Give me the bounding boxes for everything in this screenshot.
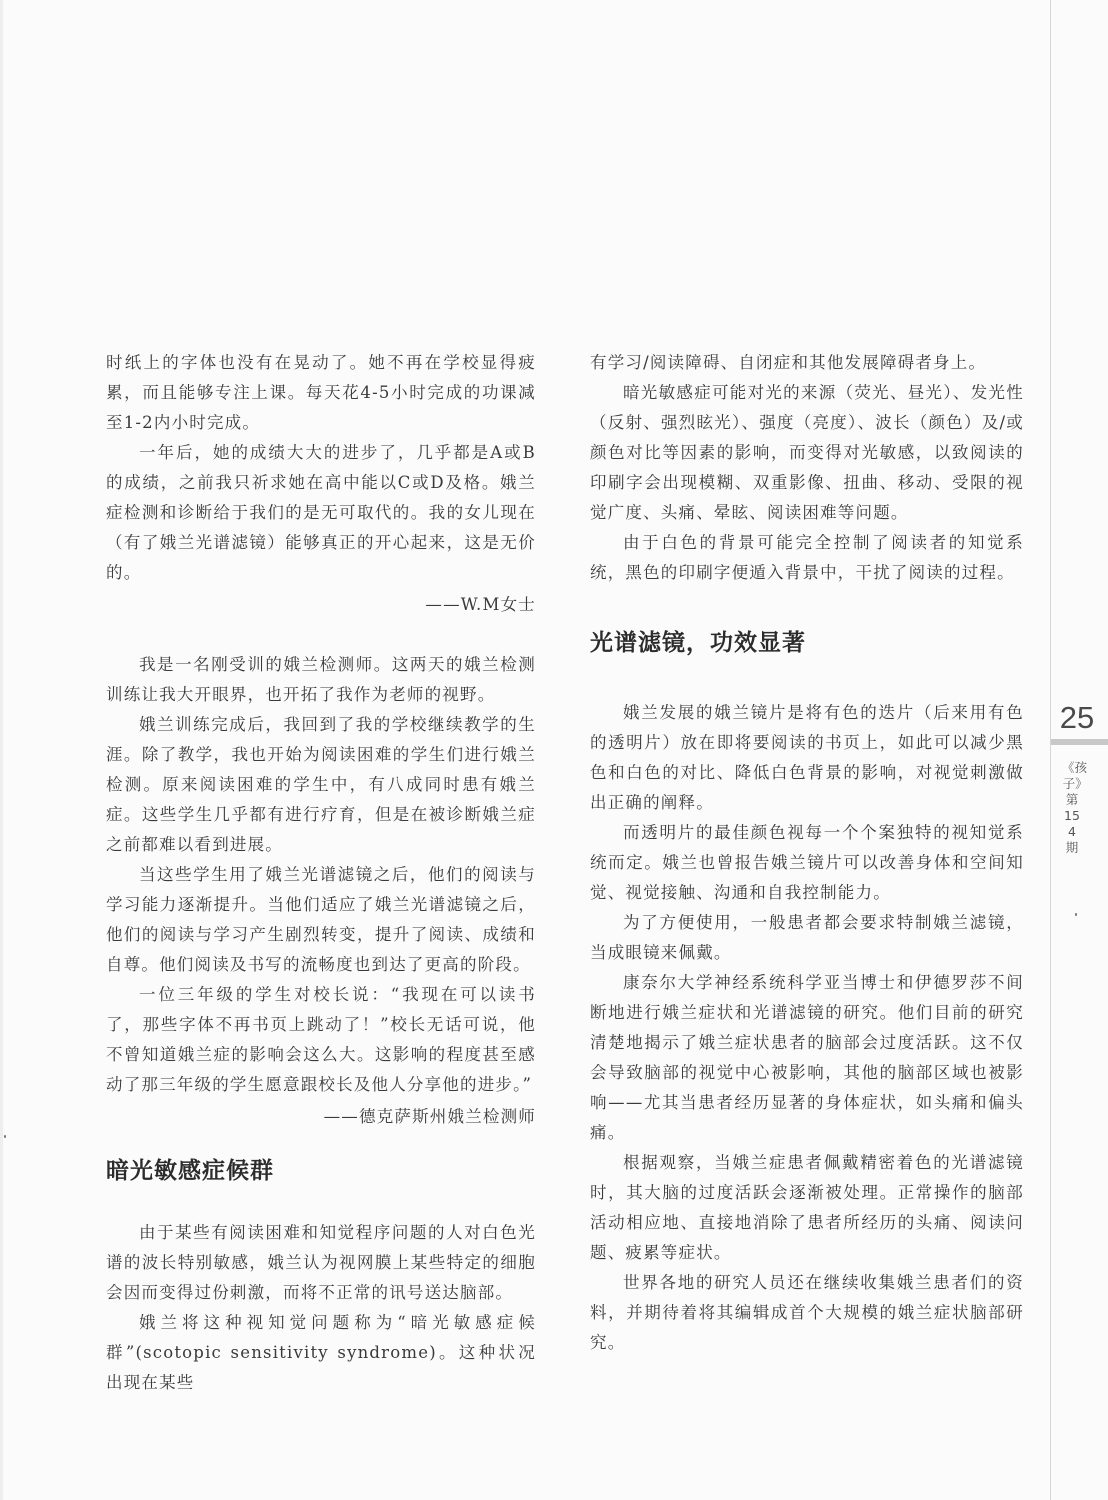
paragraph: 暗光敏感症可能对光的来源（荧光、昼光）、发光性（反射、强烈眩光）、强度（亮度）、波长（颜色）及/或颜色对比等因素的影响，而变得对光敏感，以致阅读的印刷字会出现模糊、双重影像、扭曲、移动、受限的视觉广度、头痛、晕眩、阅读困难等问题。 <box>590 383 1024 522</box>
paragraph: 有学习/阅读障碍、自闭症和其他发展障碍者身上。 <box>590 353 987 372</box>
scan-speck <box>1075 913 1077 916</box>
paragraph: 一位三年级的学生对校长说：“我现在可以读书了，那些字体不再书页上跳动了！”校长无话可说，他不曾知道娥兰症的影响会这么大。这影响的程度甚至感动了那三年级的学生愿意跟校长及他人分享他的进步。” <box>106 985 536 1094</box>
margin-divider <box>1050 0 1051 1500</box>
scan-speck <box>4 1135 6 1138</box>
issue-label: 《孩子》第154期 <box>1062 760 1088 855</box>
spacer <box>106 620 536 650</box>
page-edge <box>0 0 3 1500</box>
signature: ——德克萨斯州娥兰检测师 <box>323 1107 536 1126</box>
signature: ——W.M女士 <box>425 595 536 614</box>
paragraph: 而透明片的最佳颜色视每一个个案独特的视知觉系统而定。娥兰也曾报告娥兰镜片可以改善身体和空间知觉、视觉接触、沟通和自我控制能力。 <box>590 823 1024 902</box>
paragraph: 一年后，她的成绩大大的进步了，几乎都是A或B的成绩，之前我只祈求她在高中能以C或D及格。娥兰症检测和诊断给于我们的是无可取代的。我的女儿现在（有了娥兰光谱滤镜）能够真正的开心起来，这是无价的。 <box>106 443 536 582</box>
paragraph: 我是一名刚受训的娥兰检测师。这两天的娥兰检测训练让我大开眼界，也开拓了我作为老师的视野。 <box>106 655 536 704</box>
page-number: 25 <box>1059 700 1095 735</box>
paragraph: 娥兰将这种视知觉问题称为“暗光敏感症候群”(scotopic sensitivity syndrome)。这种状况出现在某些 <box>106 1313 536 1392</box>
paragraph: 由于白色的背景可能完全控制了阅读者的知觉系统，黑色的印刷字便遁入背景中，干扰了阅读的过程。 <box>590 533 1024 582</box>
paragraph: 根据观察，当娥兰症患者佩戴精密着色的光谱滤镜时，其大脑的过度活跃会逐渐被处理。正常操作的脑部活动相应地、直接地消除了患者所经历的头痛、阅读问题、疲累等症状。 <box>590 1153 1024 1262</box>
section-heading: 光谱滤镜，功效显著 <box>590 630 806 656</box>
paragraph: 为了方便使用，一般患者都会要求特制娥兰滤镜，当成眼镜来佩戴。 <box>590 913 1024 962</box>
paragraph: 娥兰发展的娥兰镜片是将有色的迭片（后来用有色的透明片）放在即将要阅读的书页上，如此可以减少黑色和白色的对比、降低白色背景的影响，对视觉刺激做出正确的阐释。 <box>590 703 1024 812</box>
paragraph: 由于某些有阅读困难和知觉程序问题的人对白色光谱的波长特别敏感，娥兰认为视网膜上某些特定的细胞会因而变得过份刺激，而将不正常的讯号送达脑部。 <box>106 1223 536 1302</box>
left-column <box>106 348 536 1398</box>
page-number-tab <box>1051 739 1108 745</box>
paragraph: 娥兰训练完成后，我回到了我的学校继续教学的生涯。除了教学，我也开始为阅读困难的学生们进行娥兰检测。原来阅读困难的学生中，有八成同时患有娥兰症。这些学生几乎都有进行疗育，但是在被诊断娥兰症之前都难以看到进展。 <box>106 715 536 854</box>
paragraph: 时纸上的字体也没有在晃动了。她不再在学校显得疲累，而且能够专注上课。每天花4-5小时完成的功课减至1-2内小时完成。 <box>106 353 536 432</box>
right-column <box>590 348 1024 1358</box>
section-heading: 暗光敏感症候群 <box>106 1158 274 1184</box>
paragraph: 康奈尔大学神经系统科学亚当博士和伊德罗莎不间断地进行娥兰症状和光谱滤镜的研究。他们目前的研究清楚地揭示了娥兰症状患者的脑部会过度活跃。这不仅会导致脑部的视觉中心被影响，其他的脑部区域也被影响——尤其当患者经历显著的身体症状，如头痛和偏头痛。 <box>590 973 1024 1142</box>
paragraph: 当这些学生用了娥兰光谱滤镜之后，他们的阅读与学习能力逐渐提升。当他们适应了娥兰光谱滤镜之后，他们的阅读与学习产生剧烈转变，提升了阅读、成绩和自尊。他们阅读及书写的流畅度也到达了更高的阶段。 <box>106 865 536 974</box>
paragraph: 世界各地的研究人员还在继续收集娥兰患者们的资料，并期待着将其编辑成首个大规模的娥兰症状脑部研究。 <box>590 1273 1024 1352</box>
